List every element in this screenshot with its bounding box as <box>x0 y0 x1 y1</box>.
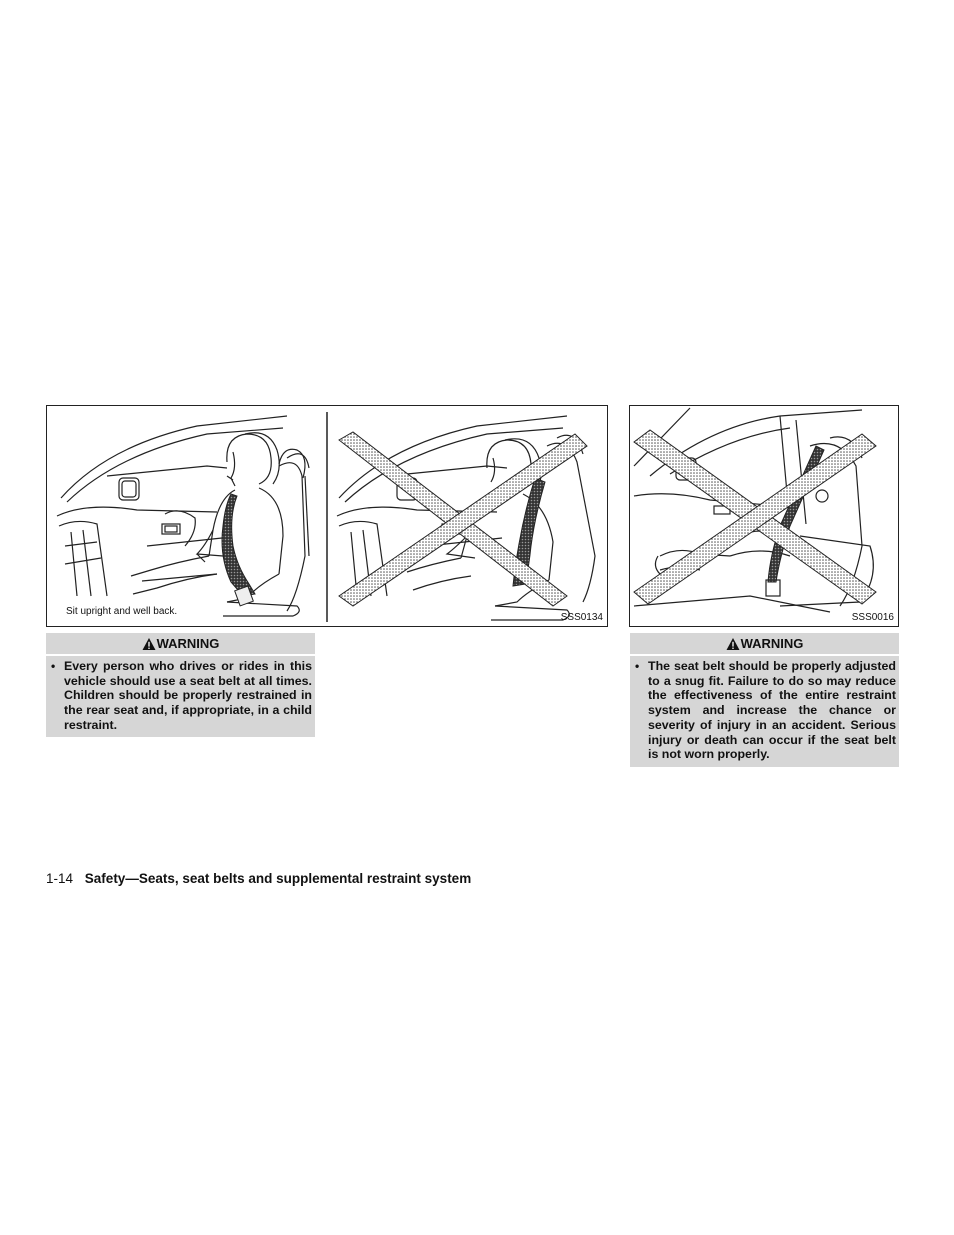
chapter-title: Safety—Seats, seat belts and supplemental restraint system <box>84 871 472 886</box>
warning-header <box>46 633 315 656</box>
warning-text: The seat belt should be properly adjusted to a snug fit. Failure to do so may reduce the effectiveness of the entire restraint system and increase the chance or severity of injury in an accident. Serious injury or death can occur if the seat belt is not worn properly. <box>648 659 896 762</box>
warning-triangle-icon <box>142 637 156 651</box>
warning-body <box>630 656 899 762</box>
seat-posture-illustration <box>47 406 608 627</box>
correct-posture-panel <box>57 416 309 616</box>
bullet: • <box>635 659 640 673</box>
warning-triangle-icon <box>726 637 740 651</box>
incorrect-x-mark <box>634 430 876 604</box>
warning-box <box>630 633 899 767</box>
warning-text: Every person who drives or rides in this vehicle should use a seat belt at all times. Children should be properly restrained in the rear seat and, if appropriate, in a child restraint. <box>64 659 312 732</box>
loose-belt-illustration <box>630 406 899 627</box>
warning-title: WARNING <box>156 636 220 651</box>
seat-belt-shoulder <box>222 494 255 596</box>
bullet: • <box>51 659 56 673</box>
warning-body <box>46 656 315 733</box>
incorrect-x-mark <box>339 432 587 606</box>
warning-box <box>46 633 315 737</box>
page-number: 1-14 <box>46 871 74 886</box>
loose-belt-figure <box>629 405 899 627</box>
warning-header <box>630 633 899 656</box>
warning-title: WARNING <box>740 636 804 651</box>
seat-posture-figure <box>46 405 608 627</box>
figure-caption: Sit upright and well back. <box>66 606 178 617</box>
figure-code: SSS0134 <box>560 612 603 623</box>
page-footer <box>46 871 471 886</box>
figure-code: SSS0016 <box>851 612 894 623</box>
